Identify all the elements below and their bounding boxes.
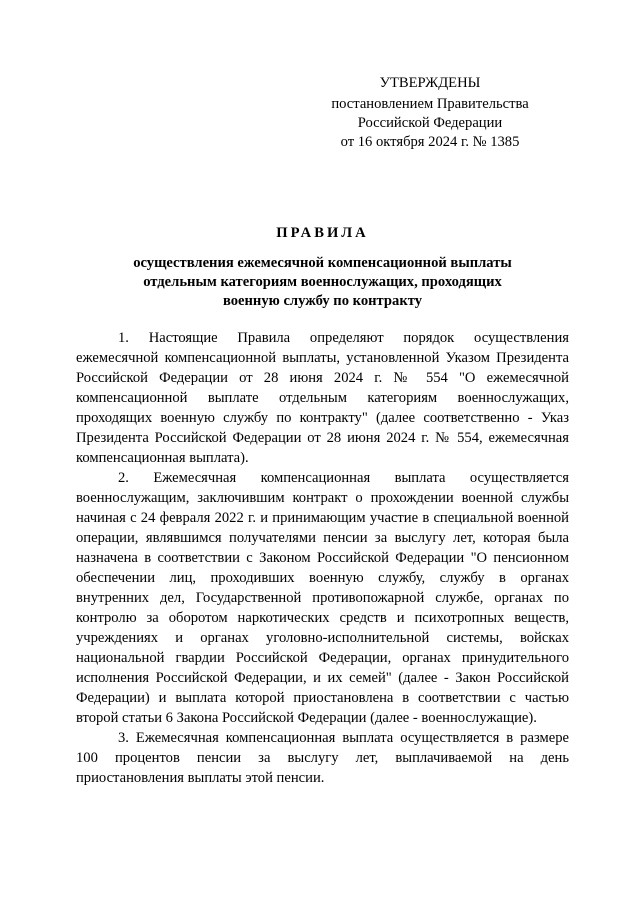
rules-heading	[76, 224, 569, 311]
approval-line-1: постановлением Правительства	[331, 96, 529, 112]
approval-stamp	[300, 74, 560, 152]
rules-body	[76, 328, 569, 788]
paragraph-2: 2. Ежемесячная компенсационная выплата осуществляется военнослужащим, заключившим контракт о прохождении военной службы начиная с 24 февраля 2022 г. и принимающим участие в специальной военной операции, являвшимся получателями пенсии за выслугу лет, которая была назначена в соответствии с Законом Российской Федерации "О пенсионном обеспечении лиц, проходивших военную службу, службу в органах внутренних дел, Государственной противопожарной службе, органах по контролю за оборотом наркотических средств и психотропных веществ, учреждениях и органах уголовно-исполнительной системы, войсках национальной гвардии Российской Федерации, органах принудительного исполнения Российской Федерации, и их семей" (далее - Закон Российской Федерации) и выплата которой приостановлена в соответствии с частью второй статьи 6 Закона Российской Федерации (далее - военнослужащие).	[76, 470, 569, 726]
rules-subtitle-line-3: военную службу по контракту	[222, 293, 423, 309]
rules-title: ПРАВИЛА	[276, 225, 369, 241]
approval-line-2: Российской Федерации	[357, 115, 503, 131]
approval-title: УТВЕРЖДЕНЫ	[379, 75, 481, 91]
rules-subtitle-line-1: осуществления ежемесячной компенсационной выплаты	[133, 255, 512, 271]
rules-subtitle-line-2: отдельным категориям военнослужащих, проходящих	[143, 274, 502, 290]
approval-line-3: от 16 октября 2024 г. № 1385	[340, 134, 520, 150]
paragraph-3: 3. Ежемесячная компенсационная выплата осуществляется в размере 100 процентов пенсии за выслугу лет, выплачиваемой на день приостановления выплаты этой пенсии.	[76, 730, 569, 786]
paragraph-1: 1. Настоящие Правила определяют порядок осуществления ежемесячной компенсационной выплаты, установленной Указом Президента Российской Федерации от 28 июня 2024 г. № 554 "О ежемесячной компенсационной выплате отдельным категориям военнослужащих, проходящих военную службу по контракту" (далее соответственно - Указ Президента Российской Федерации от 28 июня 2024 г. № 554, ежемесячная компенсационная выплата).	[76, 330, 569, 466]
